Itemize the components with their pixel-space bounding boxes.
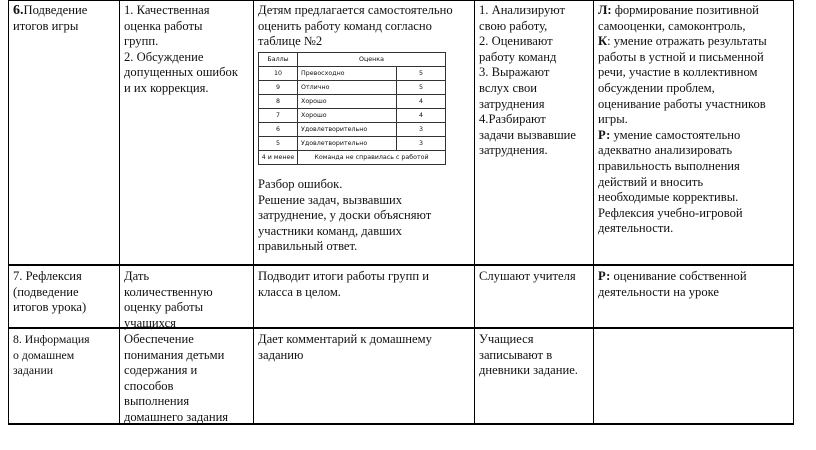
teacher-activity-cell: Детям предлагается самостоятельно оценить работу команд согласно таблице №2 [258,3,453,49]
teacher-goal-cell: Дать количественную оценку работы учащихся [124,269,213,330]
grade-cell: Удовлетворительно [298,137,397,151]
score-table-header [259,53,446,67]
uud-key: К [598,34,608,49]
table-row [259,151,446,165]
points-cell: 8 [259,95,298,109]
uud-cell [594,0,793,237]
score-table [258,52,446,165]
mark-cell: 5 [397,81,446,95]
stage-cell [9,0,119,34]
grade-cell: Хорошо [298,95,397,109]
stage-text: Подведение итогов игры [13,3,88,33]
uud-text: : умение отражать результаты работы в устной и письменной речи, участие в коллективном обсуждении проблем, оценивание работы участников игры. [598,34,767,127]
points-cell: 4 и менее [259,151,298,165]
uud-text: формирование позитивной самооценки, самоконтроль, [598,3,759,33]
col-divider [793,0,794,425]
grade-cell: Команда не справилась с работой [298,151,446,165]
points-cell: 7 [259,109,298,123]
error-analysis-text: Разбор ошибок. Решение задач, вызвавших затруднение, у доски объясняют участники команд, давших правильный ответ. [258,177,432,254]
student-activity-cell: 1. Анализируют свою работу, 2. Оценивают работу команд 3. Выражают вслух свои затруднения 4.Разбирают задачи вызвавшие затруднения. [479,3,577,158]
stage-cell: 8. Информация о домашнем задании [13,332,90,378]
student-activity-cell: Слушают учителя [479,269,576,283]
points-cell: 10 [259,67,298,81]
uud-cell [594,329,793,332]
grade-cell: Отлично [298,81,397,95]
stage-number: 6. [13,3,24,18]
mark-cell: 4 [397,109,446,123]
uud-text: оценивание собственной деятельности на уроке [598,269,747,299]
points-cell: 5 [259,137,298,151]
points-cell: 6 [259,123,298,137]
grade-cell: Удовлетворительно [298,123,397,137]
table-row [259,123,446,137]
mark-cell: 4 [397,95,446,109]
uud-cell [594,266,793,300]
table-row [259,95,446,109]
teacher-goal-cell: 1. Качественная оценка работы групп. 2. Обсуждение допущенных ошибок и их коррекция. [124,3,238,95]
grade-cell: Превосходно [298,67,397,81]
stage-cell: 7. Рефлексия (подведение итогов урока) [13,269,87,315]
table-row [259,109,446,123]
teacher-goal-cell: Обеспечение понимания детьми содержания и способов выполнения домашнего задания [124,332,229,424]
table-row [259,81,446,95]
grade-cell: Хорошо [298,109,397,123]
mark-cell: 5 [397,67,446,81]
table-row [259,137,446,151]
uud-key: Р: [598,127,611,142]
table-row [259,67,446,81]
uud-text: умение самостоятельно адекватно анализировать правильность выполнения действий и вносить необходимые коррективы. Рефлексия учебно-игровой деятельности. [598,127,743,236]
mark-cell: 3 [397,123,446,137]
mark-cell: 3 [397,137,446,151]
teacher-activity-cell: Подводит итоги работы групп и класса в целом. [258,269,429,299]
header-points: Баллы [259,53,298,67]
points-cell: 9 [259,81,298,95]
teacher-activity-cell: Дает комментарий к домашнему заданию [258,332,432,362]
header-grade: Оценка [298,53,446,67]
student-activity-cell: Учащиеся записывают в дневники задание. [479,332,578,378]
uud-key: Р: [598,269,611,283]
uud-key: Л: [598,3,612,17]
